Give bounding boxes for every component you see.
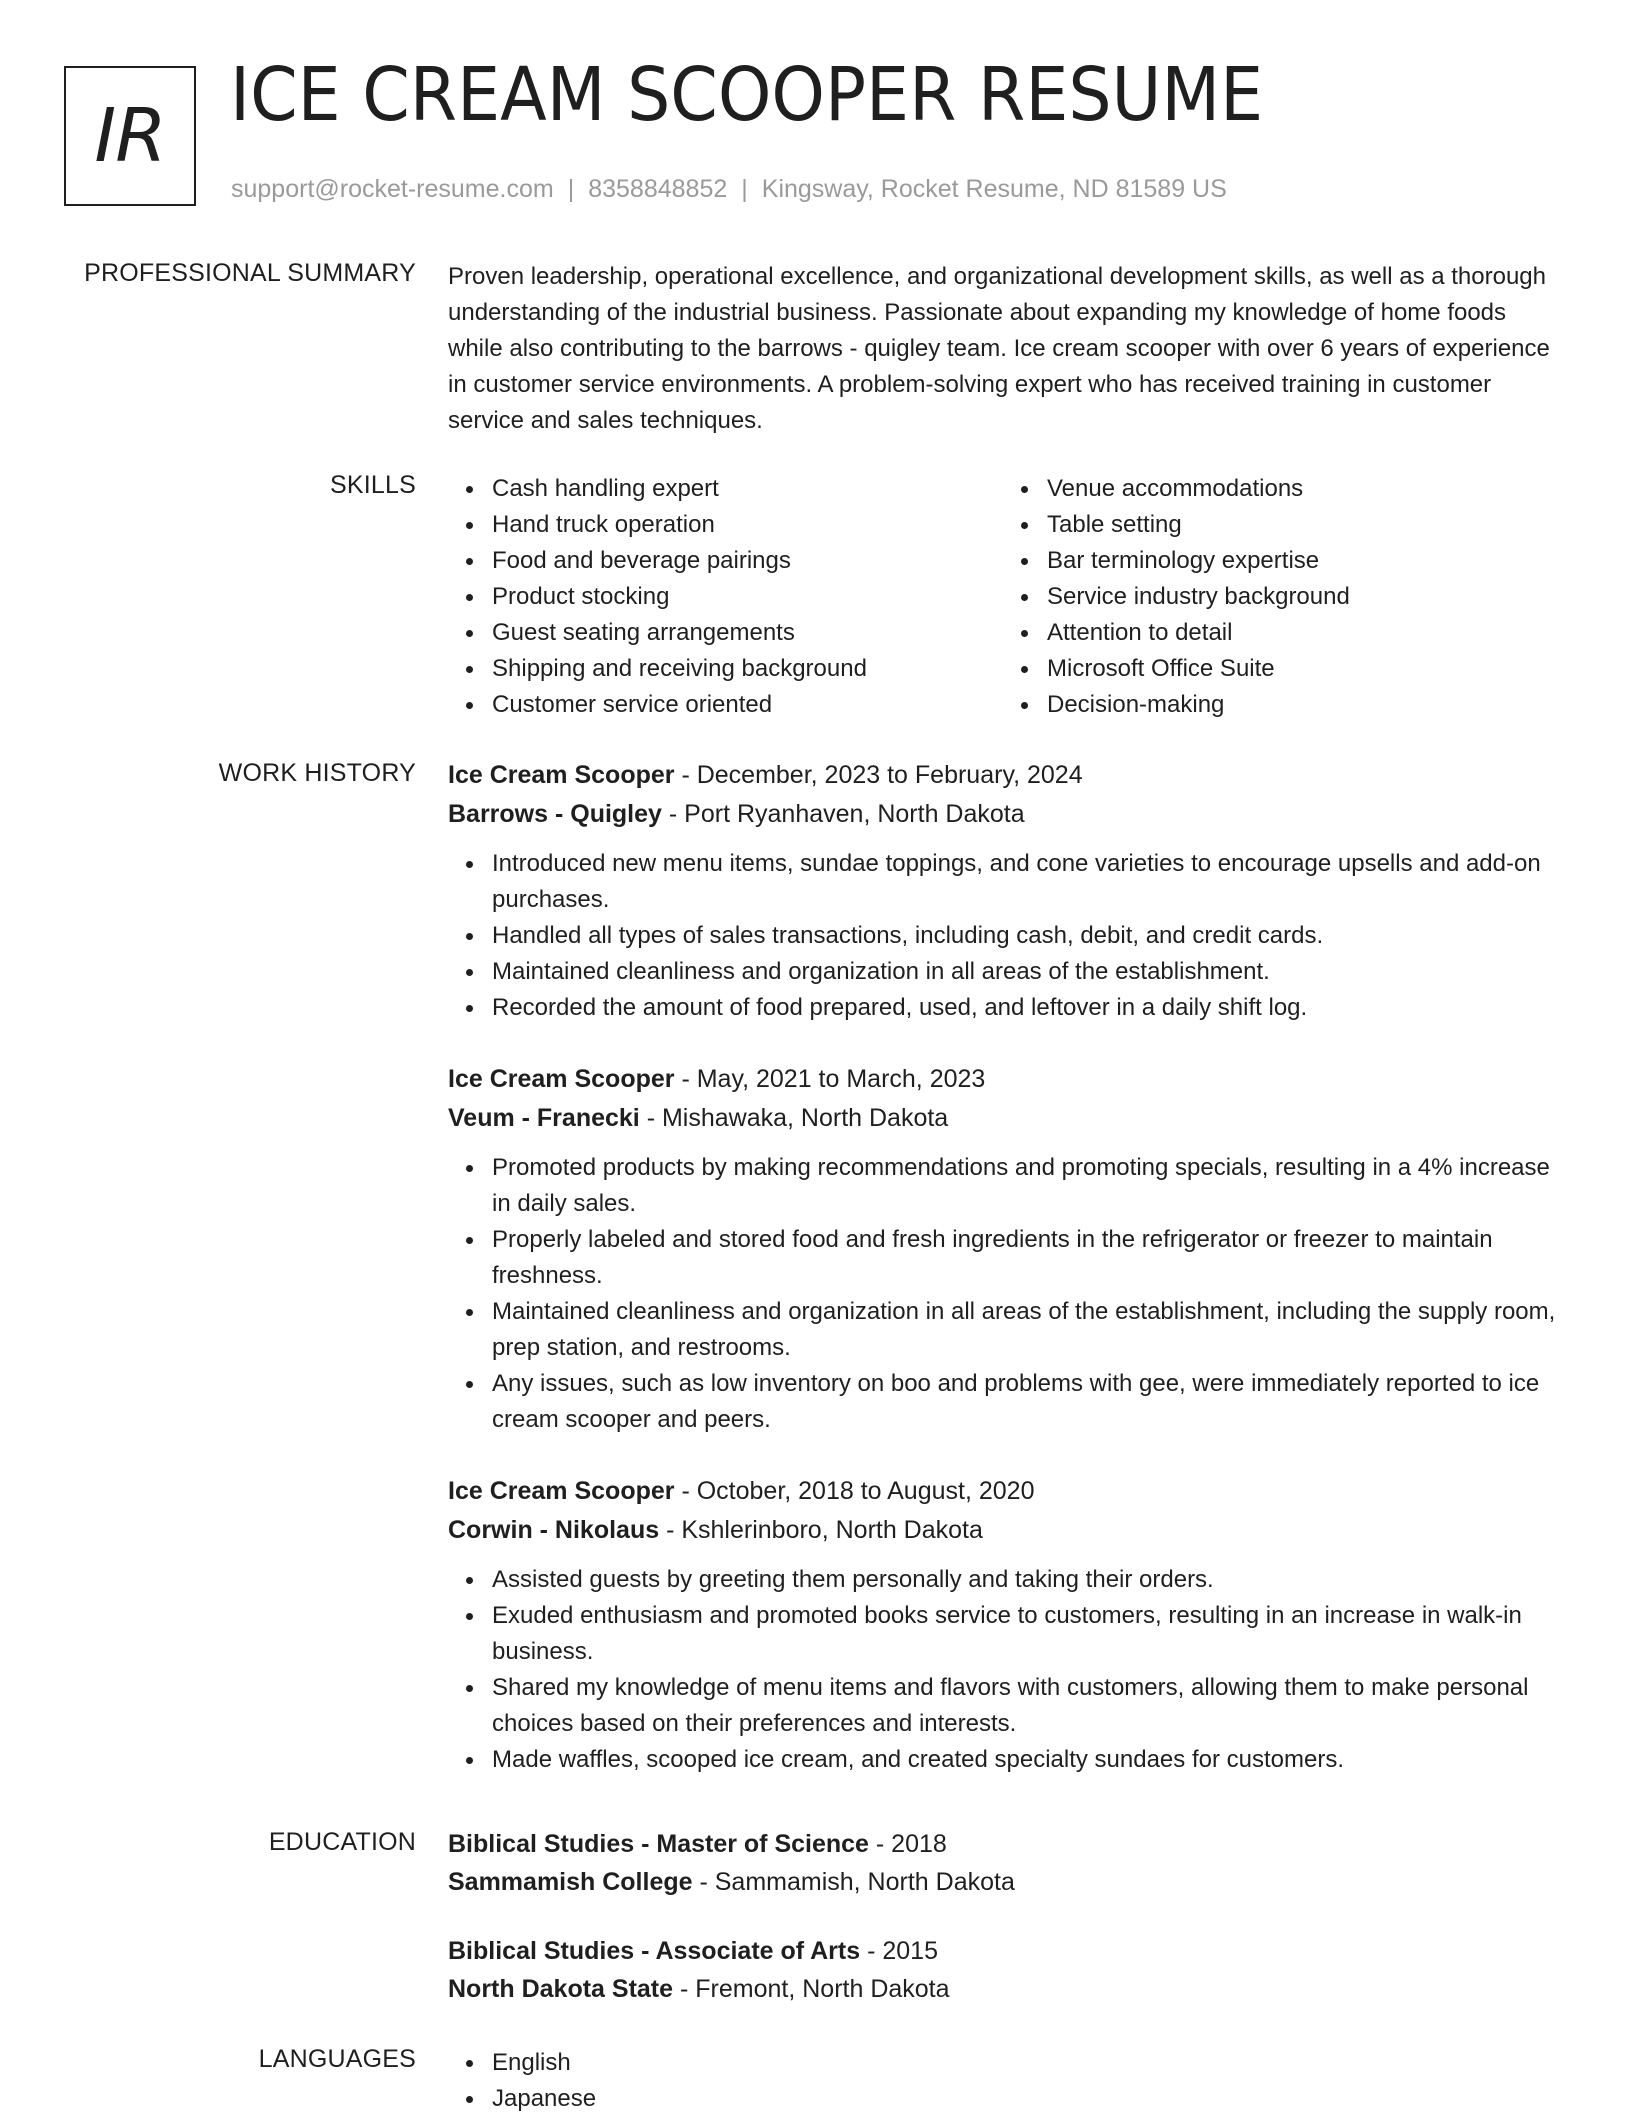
degree: Biblical Studies - Associate of Arts xyxy=(448,1937,861,1965)
skill-item: Bar terminology expertise xyxy=(1047,543,1558,579)
job-bullets xyxy=(448,1150,1558,1438)
job-bullet: Exuded enthusiasm and promoted books service to customers, resulting in an increase in walk-in business. xyxy=(492,1598,1558,1670)
job-title: Ice Cream Scooper xyxy=(448,1065,675,1093)
job-bullet: Introduced new menu items, sundae toppings, and cone varieties to encourage upsells and add-on purchases. xyxy=(492,846,1558,918)
job-company-line xyxy=(448,795,1558,834)
job-title: Ice Cream Scooper xyxy=(448,761,675,789)
monogram-box xyxy=(64,66,196,206)
job-entry xyxy=(448,1060,1558,1438)
skill-item: Food and beverage pairings xyxy=(492,543,1003,579)
skill-item: Service industry background xyxy=(1047,579,1558,615)
degree-line xyxy=(448,1825,1558,1863)
job-bullets xyxy=(448,1562,1558,1778)
job-bullet: Made waffles, scooped ice cream, and created specialty sundaes for customers. xyxy=(492,1742,1558,1778)
job-location: - Mishawaka, North Dakota xyxy=(639,1104,949,1132)
job-company: Barrows - Quigley xyxy=(448,800,662,828)
job-title-line xyxy=(448,756,1558,795)
skill-item: Attention to detail xyxy=(1047,615,1558,651)
skill-item: Venue accommodations xyxy=(1047,471,1558,507)
job-bullets xyxy=(448,846,1558,1026)
job-entry xyxy=(448,1472,1558,1778)
contact-separator: | xyxy=(567,175,575,203)
job-company: Veum - Franecki xyxy=(448,1104,640,1132)
job-location: - Port Ryanhaven, North Dakota xyxy=(661,800,1025,828)
contact-separator: | xyxy=(741,175,748,203)
degree-year: - 2018 xyxy=(868,1830,947,1858)
school-location: - Sammamish, North Dakota xyxy=(692,1868,1015,1896)
job-bullet: Any issues, such as low inventory on boo and problems with gee, were immediately reported to ice cream scooper and peers. xyxy=(492,1366,1558,1438)
skill-item: Product stocking xyxy=(492,579,1003,615)
job-company: Corwin - Nikolaus xyxy=(448,1516,660,1544)
section-label-work-history: WORK HISTORY xyxy=(218,759,416,787)
school-line xyxy=(448,1970,1558,2008)
school-location: - Fremont, North Dakota xyxy=(673,1975,950,2003)
job-location: - Kshlerinboro, North Dakota xyxy=(659,1516,983,1544)
job-bullet: Handled all types of sales transactions, including cash, debit, and credit cards. xyxy=(492,918,1558,954)
degree-line xyxy=(448,1932,1558,1970)
summary-text: Proven leadership, operational excellence, and organizational development skills, as well as a thorough understanding of the industrial business. Passionate about expanding my knowledge of home foods while also contributing to the barrows - quigley team. Ice cream scooper with over 6 years of experience in customer service environments. A problem-solving expert who has received training in customer service and sales techniques. xyxy=(448,263,1550,434)
skills-body xyxy=(448,471,1558,723)
skill-item: Microsoft Office Suite xyxy=(1047,651,1558,687)
degree: Biblical Studies - Master of Science xyxy=(448,1830,869,1858)
education-entry xyxy=(448,1932,1558,2008)
job-bullet: Properly labeled and stored food and fresh ingredients in the refrigerator or freezer to maintain freshness. xyxy=(492,1222,1558,1294)
job-dates: - October, 2018 to August, 2020 xyxy=(674,1477,1035,1505)
languages-body xyxy=(448,2045,1558,2117)
job-bullet: Maintained cleanliness and organization in all areas of the establishment. xyxy=(492,954,1558,990)
language-item: Japanese xyxy=(492,2081,1558,2117)
job-company-line xyxy=(448,1511,1558,1550)
job-dates: - May, 2021 to March, 2023 xyxy=(674,1065,986,1093)
job-entry xyxy=(448,756,1558,1026)
skill-item: Cash handling expert xyxy=(492,471,1003,507)
skills-list-right xyxy=(1003,471,1558,723)
school-line xyxy=(448,1863,1558,1901)
job-bullet: Maintained cleanliness and organization in all areas of the establishment, including the supply room, prep station, and restrooms. xyxy=(492,1294,1558,1366)
job-title: Ice Cream Scooper xyxy=(448,1477,675,1505)
skill-item: Customer service oriented xyxy=(492,687,1003,723)
job-bullet: Recorded the amount of food prepared, used, and leftover in a daily shift log. xyxy=(492,990,1558,1026)
job-bullet: Assisted guests by greeting them personally and taking their orders. xyxy=(492,1562,1558,1598)
school: Sammamish College xyxy=(448,1868,693,1896)
job-bullet: Promoted products by making recommendations and promoting specials, resulting in a 4% increase in daily sales. xyxy=(492,1150,1558,1222)
job-bullet: Shared my knowledge of menu items and flavors with customers, allowing them to make personal choices based on their preferences and interests. xyxy=(492,1670,1558,1742)
school: North Dakota State xyxy=(448,1975,674,2003)
language-item: English xyxy=(492,2045,1558,2081)
section-label-education: EDUCATION xyxy=(268,1828,416,1856)
resume-title: ICE CREAM SCOOPER RESUME xyxy=(230,52,1264,138)
skill-item: Table setting xyxy=(1047,507,1558,543)
skill-item: Guest seating arrangements xyxy=(492,615,1003,651)
contact-address: Kingsway, Rocket Resume, ND 81589 US xyxy=(761,175,1227,203)
languages-list xyxy=(448,2045,1558,2117)
contact-line xyxy=(231,175,1227,204)
contact-email[interactable]: support@rocket-resume.com xyxy=(231,175,554,203)
education-body xyxy=(448,1825,1558,2039)
job-dates: - December, 2023 to February, 2024 xyxy=(674,761,1083,789)
skill-item: Hand truck operation xyxy=(492,507,1003,543)
skill-item: Decision-making xyxy=(1047,687,1558,723)
job-company-line xyxy=(448,1099,1558,1138)
monogram-initials: IR xyxy=(94,93,166,179)
section-label-languages: LANGUAGES xyxy=(258,2045,416,2073)
job-title-line xyxy=(448,1472,1558,1511)
education-entry xyxy=(448,1825,1558,1901)
skills-list-left xyxy=(448,471,1003,723)
section-label-skills: SKILLS xyxy=(330,471,416,499)
contact-phone[interactable]: 8358848852 xyxy=(588,175,728,203)
work-history-body xyxy=(448,756,1558,1812)
section-label-summary: PROFESSIONAL SUMMARY xyxy=(84,259,416,287)
degree-year: - 2015 xyxy=(860,1937,938,1965)
summary-body xyxy=(448,259,1558,439)
skill-item: Shipping and receiving background xyxy=(492,651,1003,687)
job-title-line xyxy=(448,1060,1558,1099)
